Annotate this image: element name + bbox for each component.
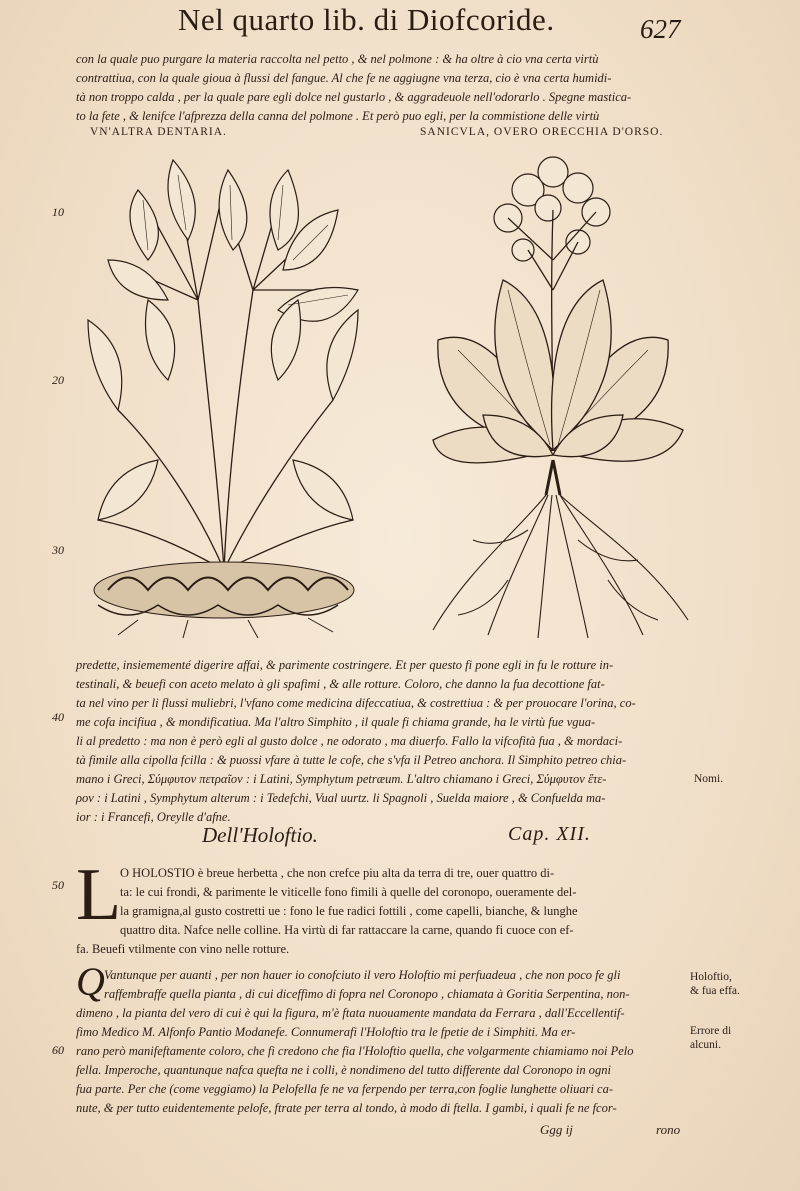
text-line: Vantunque per auanti , per non hauer io conofciuto il vero Holoftio mi perfuadeua , che non poco fe gli	[104, 968, 621, 982]
text-line: contrattiua, con la quale gioua à flussi del fangue. Al che fe ne aggiugne vna terza, cio è vna certa humidi-	[76, 71, 612, 85]
line-number: 40	[52, 710, 64, 724]
text-line: tà fimile alla cipolla fcilla : & puossi vfare à tutte le cofe, che s'vfa il Petreo anchora. Il Simphito petreo chia-	[76, 753, 627, 767]
text-line: fimo Medico M. Alfonfo Pantio Modanefe. Connumerafi l'Holoftio tra le fpetie de i Simphiti. Ma er-	[76, 1025, 576, 1039]
signature-mark: Ggg ij	[540, 1122, 573, 1137]
plate-caption-right: SANICVLA, OVERO ORECCHIA D'ORSO.	[420, 126, 664, 138]
text-line: rano però manifeftamente coloro, che fi credono che fia l'Holoftio quella, che volgarmente chiamiamo noi Pelo	[76, 1044, 634, 1058]
text-line: li al predetto : ma non è però egli al gusto dolce , ne odorato , ma diuerfo. Fallo la vifcofità fua , & mordaci-	[76, 734, 623, 748]
chapter-number: Cap. XII.	[508, 823, 591, 845]
text-line: predette, insiemementé digerire affai, & parimente costringere. Et per questo fi pone egli in fu le rotture in-	[76, 658, 614, 672]
text-line: mano i Greci, Σύμφυτον πετραῖον : i Latini, Symphytum petræum. L'altro chiamano i Greci, Σύμφυτον ἕτε-	[76, 772, 607, 786]
drop-cap-l: L	[76, 854, 122, 936]
line-number: 20	[52, 373, 64, 387]
text-line: con la quale puo purgare la materia raccolta nel petto , & nel polmone : & ha oltre à cio vna certa virtù	[76, 52, 599, 66]
sanicula-woodcut	[428, 150, 698, 640]
text-line: fella. Imperoche, quantunque nafca quefta ne i colli, è nondimeno del tutto differente dal Coronopo in ogni	[76, 1063, 611, 1077]
plate-caption-left: VN'ALTRA DENTARIA.	[90, 126, 227, 138]
section-title: Dell'Holoftio.	[202, 823, 318, 847]
line-number: 60	[52, 1043, 64, 1057]
line-number: 30	[52, 543, 64, 557]
margin-note-errore: Errore di alcuni.	[690, 1025, 732, 1051]
text-line: ta nel vino per li flussi muliebri, l'vfano come medicina difeccatiua, & costrettiua : & per prouocare l'orina, co-	[76, 696, 636, 710]
margin-note-nomi: Nomi.	[694, 773, 724, 785]
margin-note-holostio: Holoftio, & fua effa.	[690, 971, 740, 997]
text-line: testinali, & beuefi con aceto melato à gli spafimi , & alle rotture. Coloro, che danno la fua decottione fat-	[76, 677, 605, 691]
text-line: nute, & per tutto euidentemente pelofe, ftrate per terra al tondo, à modo di ftella. I gambi, i quali fe ne fcor-	[76, 1101, 617, 1115]
page-number: 627	[640, 14, 681, 44]
text-line: tà non troppo calda , per la quale pare egli dolce nel gustarlo , & aggradeuole nell'odorarlo . Spegne mastica-	[76, 90, 632, 104]
text-line: me cofa incifiua , & mondificatiua. Ma l'altro Simphito , il quale fi chiama grande, ha le virtù fue vgua-	[76, 715, 596, 729]
text-line: O HOLOSTIO è breue herbetta , che non crefce piu alta da terra di tre, ouer quattro di-	[120, 866, 555, 880]
text-line: quattro dita. Nafce nelle colline. Ha virtù di far rattaccare la carne, quando fi cuoce con ef-	[120, 923, 574, 937]
text-line: raffembraffe quella pianta , di cui diceffimo di fopra nel Coronopo , chiamata à Goritia Serpentina, non-	[104, 987, 630, 1001]
running-head: Nel quarto lib. di Diofcoride.	[178, 2, 555, 37]
dentaria-woodcut	[78, 150, 370, 640]
catchword: rono	[656, 1122, 681, 1137]
line-number: 50	[52, 878, 64, 892]
text-line: dimeno , la pianta del vero di cui è qui la figura, m'è ftata nuouamente mandata da Ferrara , dall'Eccellentif-	[76, 1006, 625, 1020]
text-line: ior : i Francefi, Oreylle d'afne.	[76, 810, 231, 824]
line-number: 10	[52, 205, 64, 219]
text-line: fa. Beuefi vtilmente con vino nelle rotture.	[76, 942, 290, 956]
text-line: to la fete , & lenifce l'afprezza della canna del polmone . Et però puo egli, per la commistione delle virtù	[76, 109, 600, 123]
text-line: ρον : i Latini , Symphytum alterum : i Tedefchi, Vual uurtz. li Spagnoli , Suelda maiore , & Confuelda ma-	[76, 791, 606, 805]
text-line: fua parte. Per che (come veggiamo) la Pelofella fe ne va ferpendo per terra,con foglie lunghette oliuari ca-	[76, 1082, 614, 1096]
text-line: ta: le cui frondi, & parimente le viticelle fono fimili à quelle del coronopo, oueramente del-	[120, 885, 577, 899]
text-line: la gramigna,al gusto costretti ue : fono le fue radici fottili , come capelli, bianche, & lunghe	[120, 904, 578, 918]
drop-cap-q: Q	[76, 959, 105, 1004]
